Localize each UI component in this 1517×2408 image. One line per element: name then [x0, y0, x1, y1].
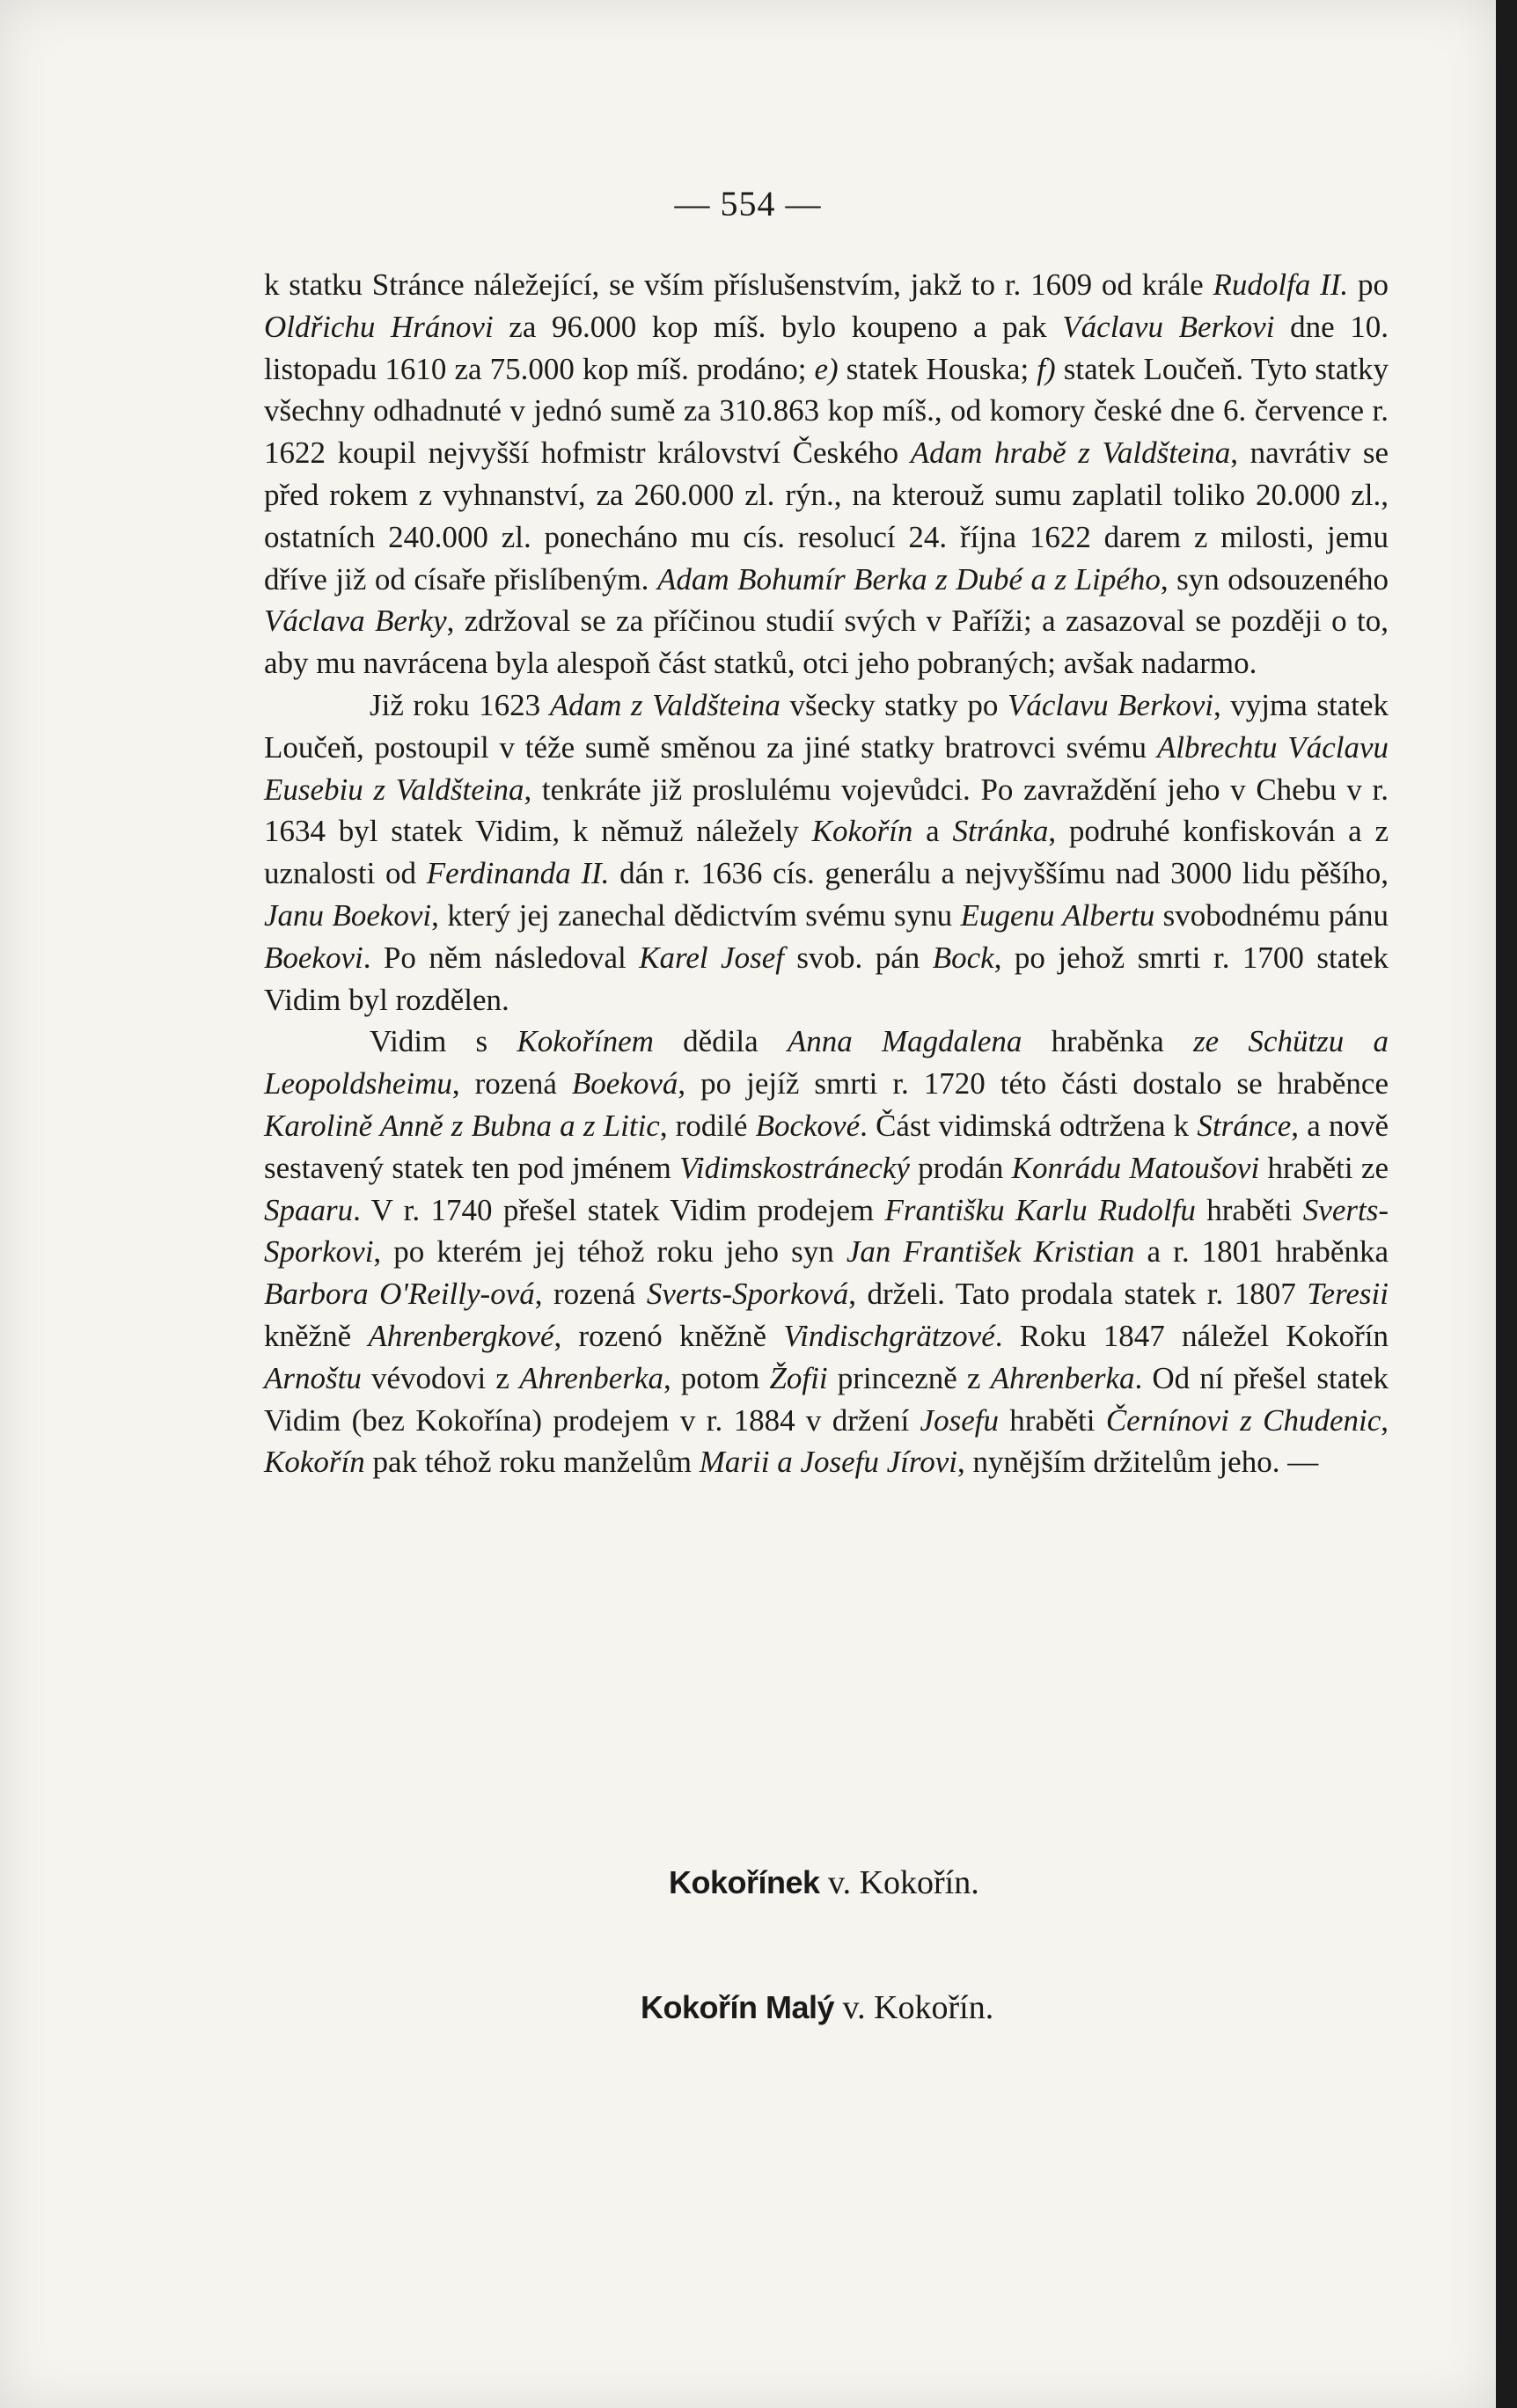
text-run: . Roku 1847 náležel Kokořín [994, 1318, 1389, 1353]
text-run: , nynějším držitelům jeho. — [956, 1445, 1319, 1480]
italic-name: Kokořín [264, 1445, 365, 1480]
italic-name: Adam Bohumír Berka z Dubé a z Lipého [656, 561, 1161, 597]
italic-name: Kokořínem [517, 1024, 654, 1059]
italic-name: Ahrenberka [990, 1360, 1135, 1395]
italic-name: Václava Berky [264, 604, 447, 639]
text-run: , po kterém jej téhož roku jeho syn [373, 1234, 846, 1270]
text-run: k statku Stránce náležející, se vším příslušenstvím, jakž to r. 1609 od krále [264, 267, 1213, 302]
text-run: , podruhé konfiskován a z uznalosti od [264, 814, 1389, 891]
italic-name: Václavu Berkovi [1062, 309, 1275, 344]
italic-name: Sverts-Sporkovi [264, 1192, 1389, 1270]
text-run: všecky statky po [780, 687, 1008, 722]
italic-name: Josefu [920, 1402, 999, 1438]
italic-name: Žofii [769, 1360, 828, 1395]
italic-name: Černínovi z Chudenic [1105, 1402, 1381, 1438]
text-run: svob. pán [783, 940, 933, 975]
text-run: . Po něm následoval [363, 940, 640, 975]
text-run: , navrátiv se před rokem z vyhnanství, za 260.000 zl. rýn., na kterouž sumu zaplatil toliko 20.000 zl., ostatních 240.000 zl. ponecháno mu cís. resolucí 24. října 1622 darem z milosti, jemu dříve již od císaře přislíbeným. [264, 435, 1389, 597]
paragraph [264, 1021, 1389, 1483]
text-run: , syn odsouzeného [1160, 561, 1389, 597]
italic-name: e) [814, 351, 839, 386]
text-run: , rozená [451, 1066, 572, 1102]
italic-name: Spaaru [264, 1192, 354, 1227]
text-run: kněžně [264, 1318, 369, 1353]
text-run: , po jejíž smrti r. 1720 této části dostalo se hraběnce [678, 1066, 1389, 1102]
entry-reference: v. Kokořín. [842, 1989, 994, 2026]
entry-headword: Kokořín Malý [641, 1989, 835, 2025]
text-run: za 96.000 kop míš. bylo koupeno a pak [493, 309, 1063, 344]
text-run: . V r. 1740 přešel statek Vidim prodejem [353, 1192, 885, 1227]
text-run: , [1381, 1402, 1389, 1438]
text-run: , a nově sestavený statek ten pod jménem [264, 1108, 1389, 1185]
text-run: a [912, 814, 953, 849]
text-run: , tenkráte již proslulému vojevůdci. Po zavraždění jeho v Chebu v r. 1634 byl statek Vidim, k němuž náležely [264, 772, 1389, 849]
italic-name: Františku Karlu Rudolfu [884, 1192, 1196, 1227]
text-run: dne 10. listopadu 1610 za 75.000 kop míš. prodáno; [264, 309, 1389, 386]
text-run: , po jehož smrti r. 1700 statek Vidim byl rozdělen. [264, 940, 1389, 1017]
italic-name: Stránce [1197, 1108, 1292, 1143]
text-run: vévodovi z [361, 1360, 520, 1395]
paragraph [264, 264, 1389, 684]
text-run: princezně z [827, 1360, 991, 1395]
italic-name: Arnoštu [264, 1360, 362, 1395]
paragraph [264, 684, 1389, 1021]
italic-name: Ahrenbergkové [368, 1318, 554, 1353]
italic-name: Janu Boekovi [264, 897, 432, 933]
text-run: a r. 1801 hraběnka [1134, 1234, 1389, 1270]
italic-name: Adam hrabě z Valdšteina [910, 435, 1231, 471]
italic-name: Kokořín [811, 814, 913, 849]
italic-name: ze Schützu a Leopoldsheimu [264, 1024, 1389, 1102]
text-run: hraběnka [1022, 1024, 1194, 1059]
italic-name: Vidimskostránecký [679, 1150, 910, 1185]
text-run: Vidim s [370, 1024, 517, 1059]
text-run: Již roku 1623 [370, 687, 550, 722]
italic-name: Barbora O'Reilly-ová [264, 1277, 535, 1312]
text-run: , potom [663, 1360, 770, 1395]
entry-reference: v. Kokořín. [828, 1864, 979, 1901]
italic-name: Marii a Josefu Jírovi [699, 1445, 957, 1480]
italic-name: Jan František Kristian [846, 1234, 1135, 1270]
italic-name: Bock [932, 940, 994, 975]
text-run: hraběti ze [1259, 1150, 1389, 1185]
italic-name: Bockové [755, 1108, 861, 1143]
text-run: statek Houska; [838, 351, 1037, 386]
text-run: , zdržoval se za příčinou studií svých v Paříži; a zasazoval se později o to, aby mu navrácena byla alespoň část statků, otci jeho pobraných; avšak nadarmo. [264, 604, 1389, 681]
italic-name: Stránka [952, 814, 1049, 849]
text-run: hraběti [998, 1402, 1106, 1438]
italic-name: Eugenu Albertu [960, 897, 1155, 933]
italic-name: Ahrenberka [519, 1360, 663, 1395]
italic-name: Konrádu Matoušovi [1011, 1150, 1260, 1185]
text-run: dán r. 1636 cís. generálu a nejvyššímu nad 3000 lidu pěšího, [609, 856, 1389, 891]
italic-name: Albrechtu Václavu Eusebiu z Valdšteina [264, 729, 1389, 807]
italic-name: Boeková [571, 1066, 678, 1102]
italic-name: Rudolfa II. [1213, 267, 1349, 302]
text-run: , rodilé [659, 1108, 756, 1143]
italic-name: Teresii [1307, 1277, 1389, 1312]
entry-headword: Kokořínek [669, 1864, 820, 1900]
index-entry [669, 1863, 979, 1902]
text-run: , rozená [534, 1277, 647, 1312]
italic-name: f) [1037, 351, 1056, 386]
italic-name: Karel Josef [639, 940, 784, 975]
main-text [264, 264, 1389, 1483]
text-run: . Od ní přešel statek Vidim (bez Kokořína) prodejem v r. 1884 v držení [264, 1360, 1389, 1438]
italic-name: Karolině Anně z Bubna a z Litic [264, 1108, 660, 1143]
text-run: , vyjma statek Loučeň, postoupil v téže sumě směnou za jiné statky bratrovci svému [264, 687, 1389, 765]
italic-name: Oldřichu Hránovi [264, 309, 494, 344]
text-run: , drželi. Tato prodala statek r. 1807 [848, 1277, 1308, 1312]
page-number: — 554 — [674, 184, 822, 223]
italic-name: Adam z Valdšteina [549, 687, 780, 722]
italic-name: Boekovi [264, 940, 363, 975]
italic-name: Václavu Berkovi [1007, 687, 1213, 722]
text-run: pak téhož roku manželům [364, 1445, 700, 1480]
italic-name: Anna Magdalena [787, 1024, 1022, 1059]
text-run: hraběti [1195, 1192, 1303, 1227]
text-run: . Část vidimská odtržena k [860, 1108, 1198, 1143]
text-run: dědila [653, 1024, 788, 1059]
italic-name: Ferdinanda II. [426, 856, 610, 891]
text-run: prodán [909, 1150, 1012, 1185]
text-run: statek Loučeň. Tyto statky všechny odhadnuté v jednó sumě za 310.863 kop míš., od komory české dne 6. července r. 1622 koupil nejvyšší hofmistr království Českého [264, 351, 1389, 471]
italic-name: Vindischgrätzové [783, 1318, 995, 1353]
text-run: po [1348, 267, 1389, 302]
text-run: , rozenó kněžně [553, 1318, 784, 1353]
index-entry [641, 1988, 993, 2027]
italic-name: Sverts-Sporková [646, 1277, 849, 1312]
text-run: svobodnému pánu [1154, 897, 1389, 933]
text-run: , který jej zanechal dědictvím svému synu [431, 897, 961, 933]
